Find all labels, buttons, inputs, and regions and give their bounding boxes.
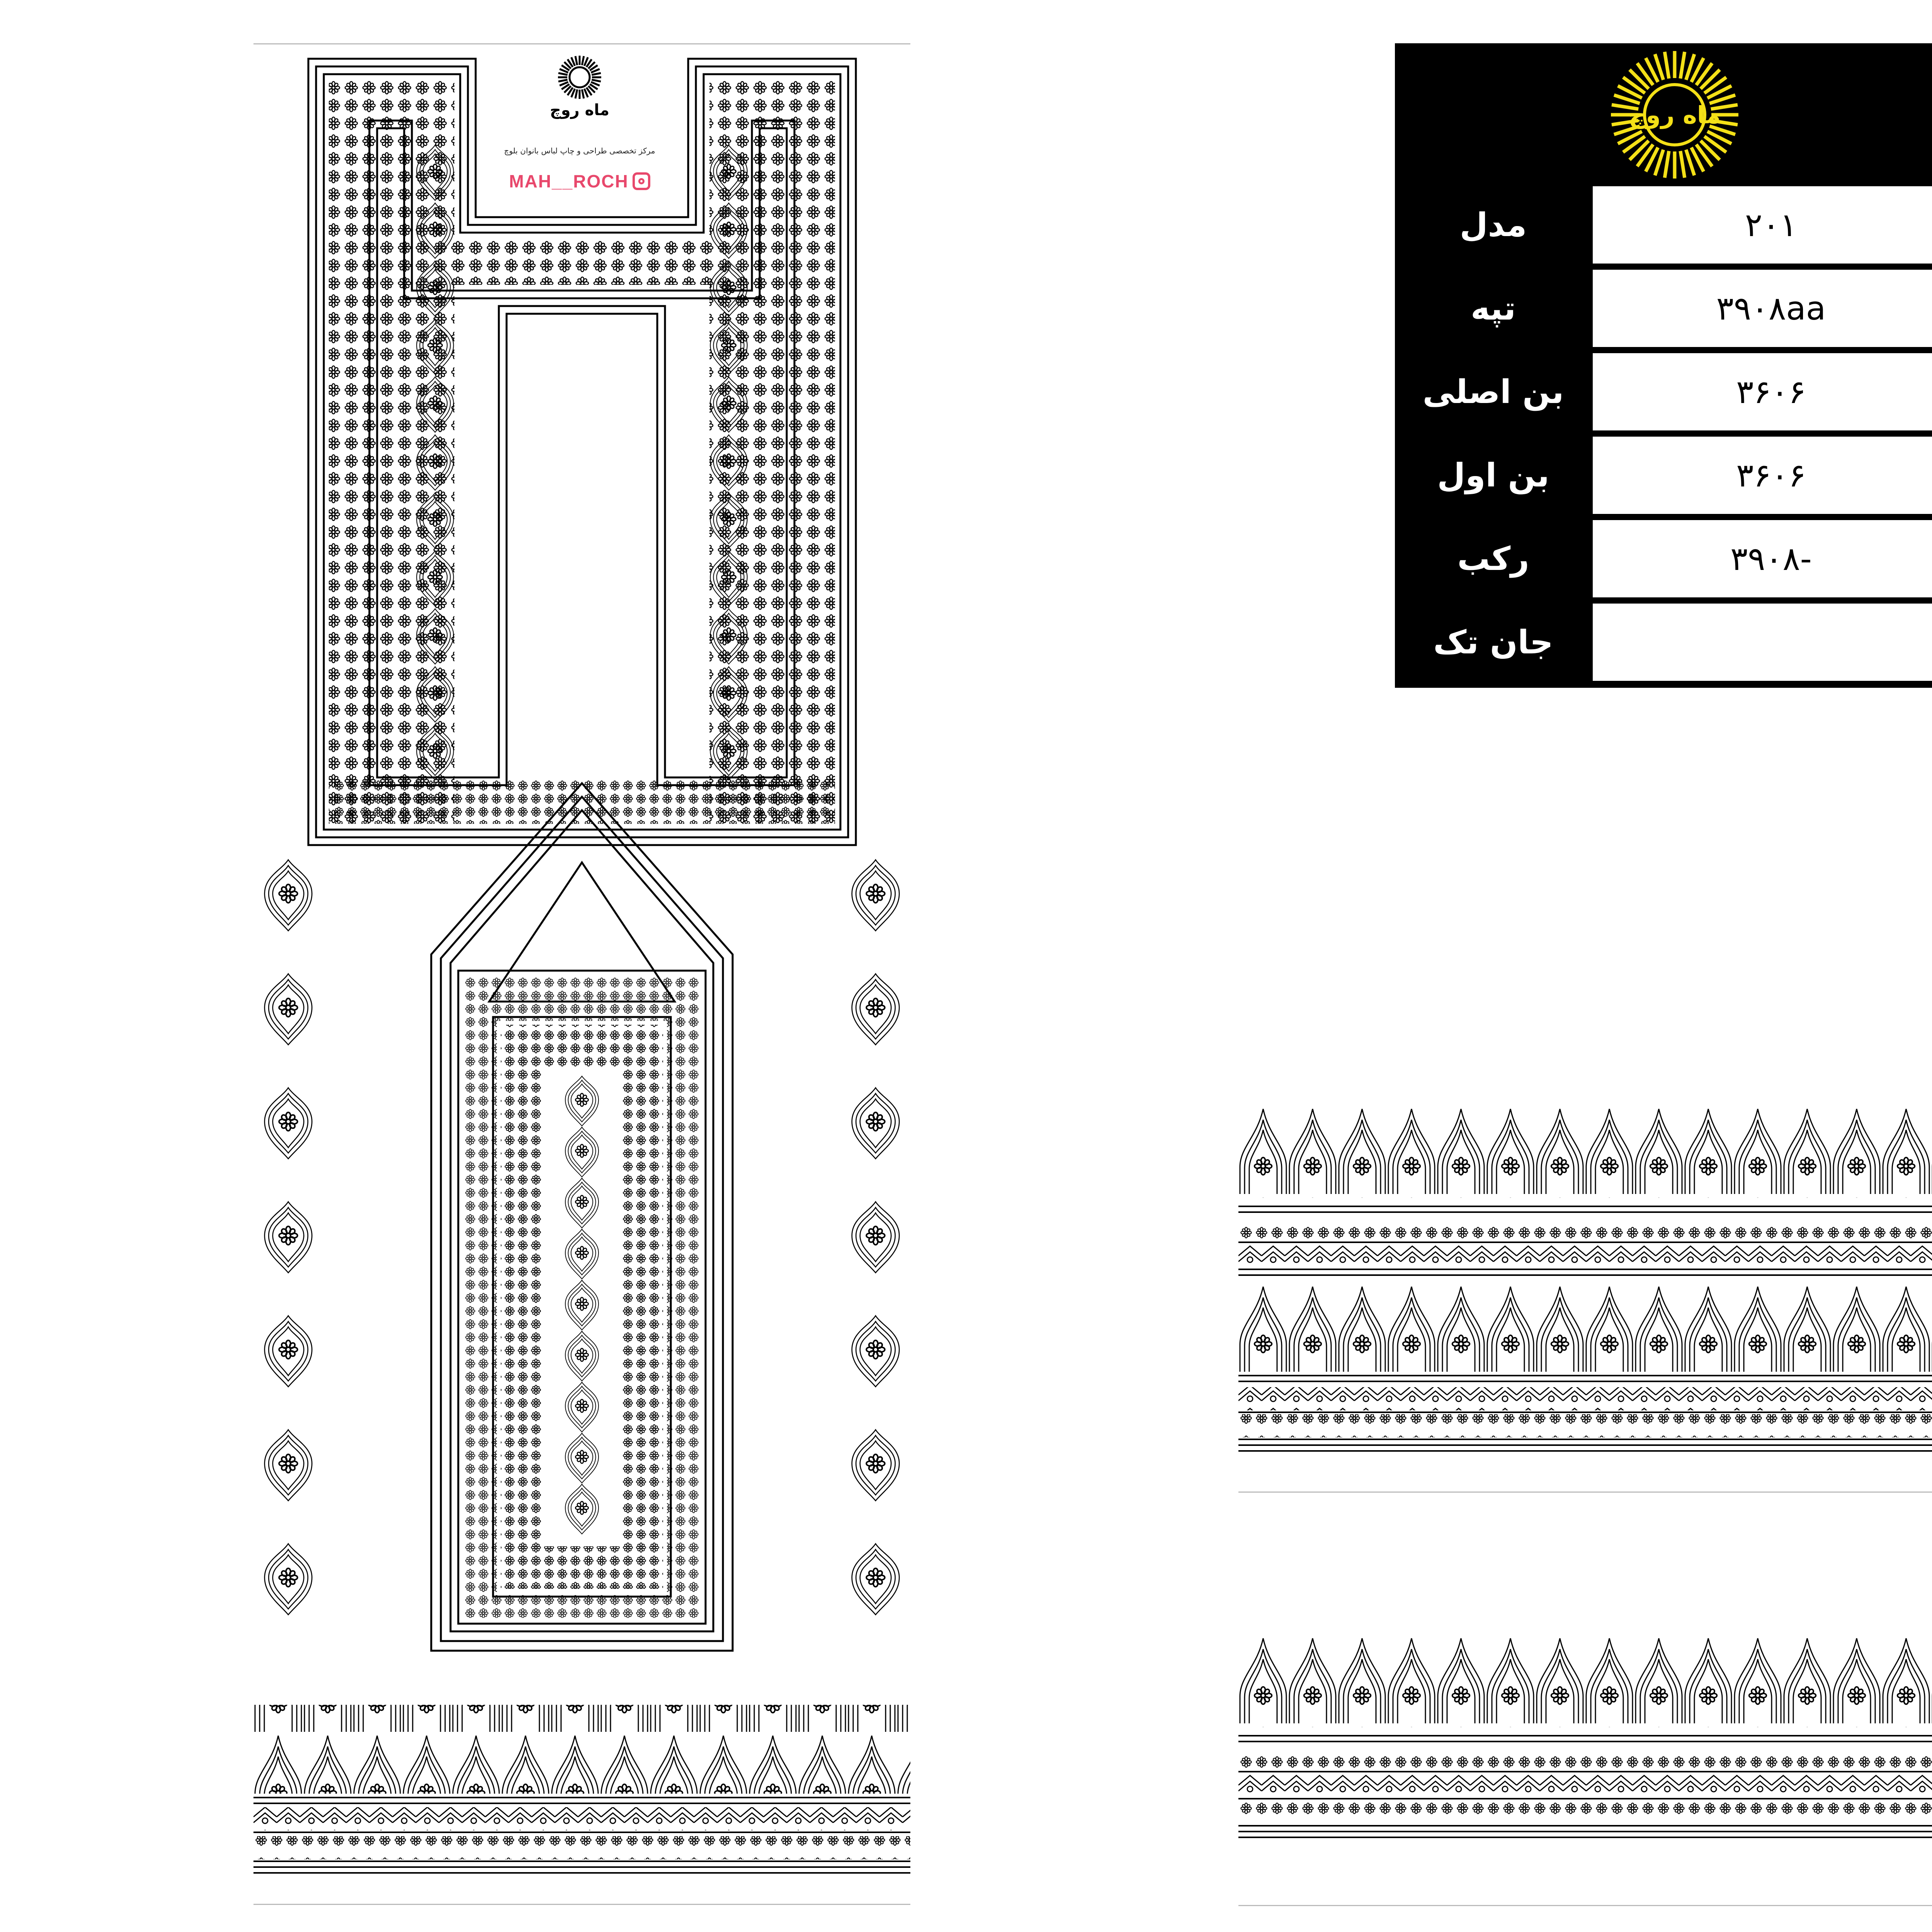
border-strip-bottom	[1238, 1634, 1932, 1882]
spec-row	[1400, 186, 1932, 264]
border-pattern	[1238, 1105, 1932, 1468]
spec-label: مدل	[1400, 186, 1587, 264]
neck-logo-card	[479, 54, 680, 220]
spec-label: تپه	[1400, 270, 1587, 347]
divider	[1238, 1905, 1932, 1906]
spec-row	[1400, 520, 1932, 597]
instagram-handle-row	[509, 171, 650, 192]
garment-pattern-panel	[253, 43, 910, 1906]
spec-value	[1593, 604, 1932, 681]
border-pattern	[1238, 1634, 1932, 1882]
spec-label: بن اصلی	[1400, 353, 1587, 430]
spec-table	[1395, 43, 1932, 688]
divider	[253, 43, 910, 44]
divider	[253, 1904, 910, 1905]
spec-value: -۳۹۰۸	[1593, 520, 1932, 597]
spec-value: ۳۶۰۶	[1593, 353, 1932, 430]
instagram-handle: MAH__ROCH	[509, 171, 629, 191]
spec-row	[1400, 270, 1932, 347]
spec-value: ۳۶۰۶	[1593, 437, 1932, 514]
spec-row	[1400, 437, 1932, 514]
divider	[1238, 1492, 1932, 1493]
neck-slogan: مرکز تخصصی طراحی و چاپ لباس بانوان بلوچ	[504, 146, 655, 155]
sun-logo-icon	[556, 54, 603, 100]
sun-logo-icon	[1609, 49, 1740, 180]
spec-label: بن اول	[1400, 437, 1587, 514]
spec-label: جان تک	[1400, 604, 1587, 681]
spec-row	[1400, 604, 1932, 681]
spec-value: ۳۹۰۸aa	[1593, 270, 1932, 347]
instagram-icon	[633, 172, 650, 190]
spec-row	[1400, 353, 1932, 430]
spec-label: رکب	[1400, 520, 1587, 597]
embroidery-pattern	[253, 43, 910, 1906]
spec-value: ۲۰۱	[1593, 186, 1932, 264]
spec-table-header	[1395, 43, 1932, 186]
border-strip-top	[1238, 1105, 1932, 1468]
brand-name: ماه روچ	[549, 101, 610, 119]
brand-logo-text: ماه روچ	[1628, 101, 1721, 129]
